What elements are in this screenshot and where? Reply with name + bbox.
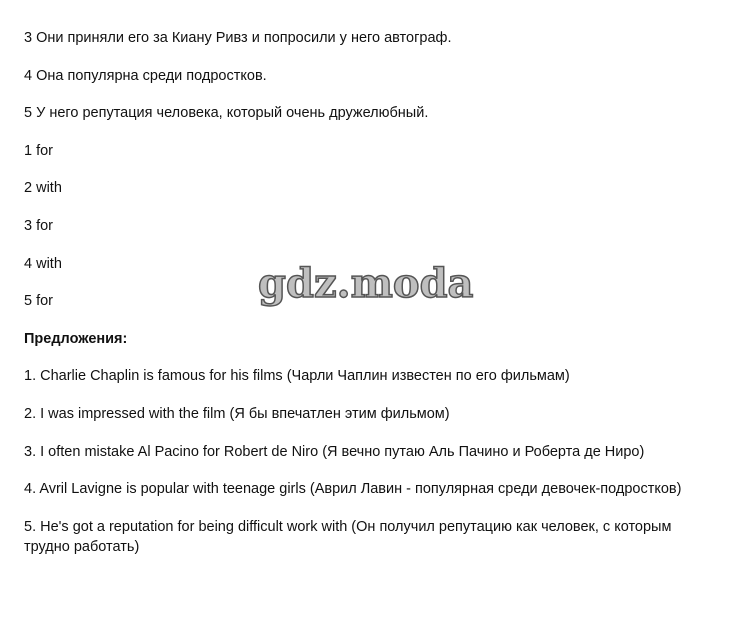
- sentence-3: 3. I often mistake Al Pacino for Robert de Niro (Я вечно путаю Аль Пачино и Роберта де Ниро): [24, 443, 645, 460]
- translation-line-5: 5 У него репутация человека, который очень дружелюбный.: [24, 105, 429, 122]
- answer-line-4: 4 with: [24, 255, 62, 272]
- translation-line-3: 3 Они приняли его за Киану Ривз и попросили у него автограф.: [24, 30, 452, 46]
- sentence-2: 2. I was impressed with the film (Я бы впечатлен этим фильмом): [24, 405, 450, 422]
- answer-line-3: 3 for: [24, 217, 54, 234]
- translation-line-4: 4 Она популярна среди подростков.: [24, 67, 267, 84]
- answer-line-1: 1 for: [24, 142, 54, 159]
- sentence-5: 5. He's got a reputation for being difficult work with (Он получил репутацию как человек, с которым трудно работать): [24, 518, 672, 555]
- sentence-1: 1. Charlie Chaplin is famous for his films (Чарли Чаплин известен по его фильмам): [24, 368, 570, 385]
- answer-line-2: 2 with: [24, 180, 62, 197]
- site-watermark: gdz.moda: [258, 260, 474, 307]
- document-body: [24, 28, 724, 557]
- answer-line-5: 5 for: [24, 293, 54, 310]
- sentence-4: 4. Avril Lavigne is popular with teenage girls (Аврил Лавин - популярная среди девочек-подростков): [24, 481, 682, 498]
- sentences-heading: Предложения:: [24, 330, 128, 347]
